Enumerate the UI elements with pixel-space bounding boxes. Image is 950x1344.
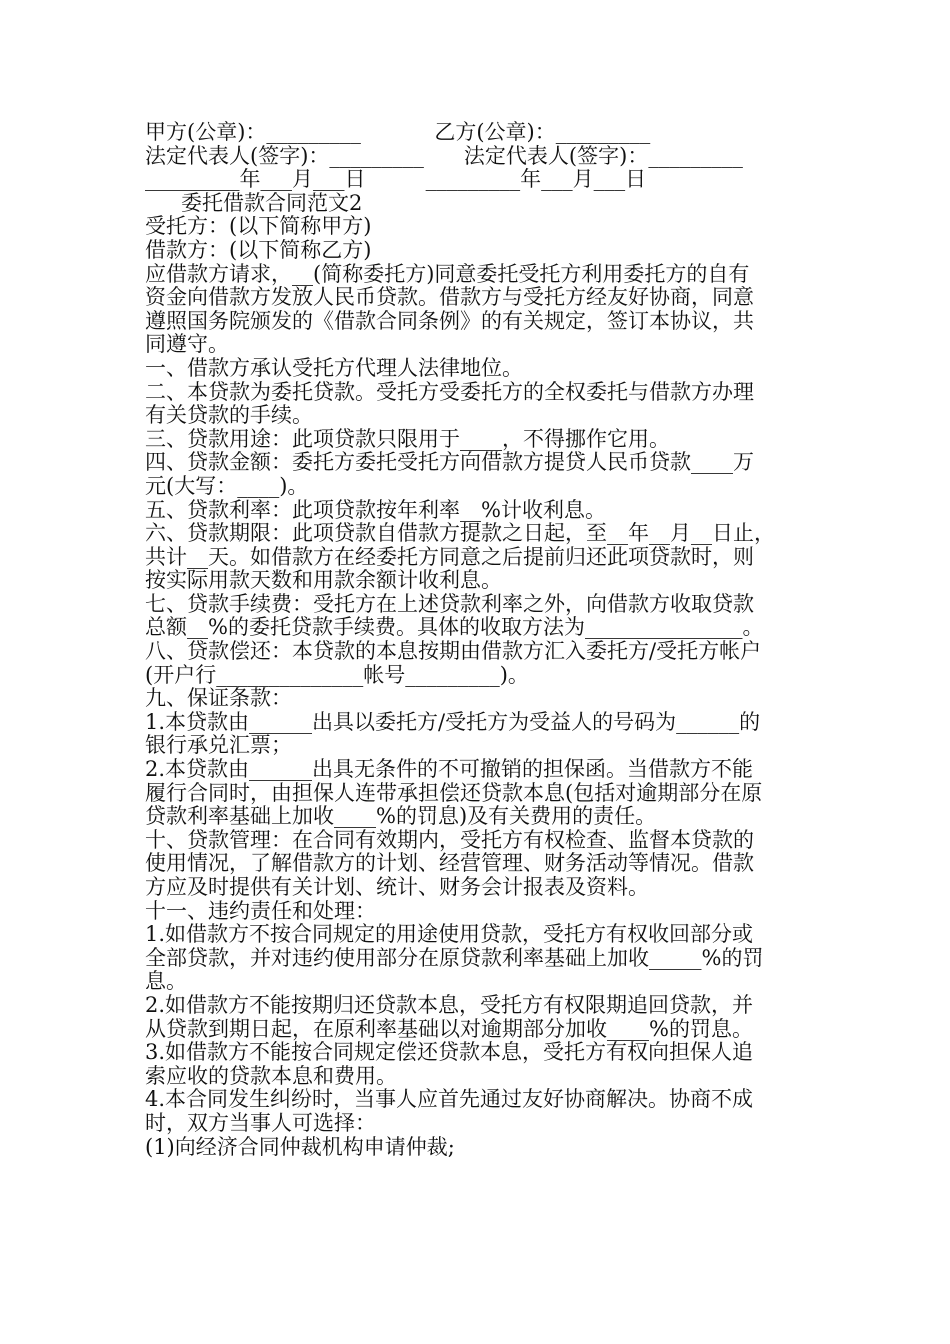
- contract-line: 四、贷款金额：委托方委托受托方向借款方提贷人民币贷款____万: [145, 450, 754, 475]
- contract-line: 履行合同时，由担保人连带承担偿还贷款本息(包括对逾期部分在原: [145, 780, 763, 805]
- signature-row-representatives: 法定代表人(签字)：_________ 法定代表人(签字)：_________: [145, 143, 743, 168]
- signature-row-seals: 甲方(公章)：_________ 乙方(公章)：_________: [145, 120, 651, 144]
- contract-line: 借款方：(以下简称乙方): [145, 237, 372, 262]
- contract-line: 时，双方当事人可选择：: [145, 1110, 376, 1135]
- document-body: [145, 121, 810, 1159]
- contract-line: 元(大写：____)。: [145, 473, 309, 498]
- contract-line: 按实际用款天数和用款余额计收利息。: [145, 568, 502, 593]
- contract-line: 十、贷款管理：在合同有效期内，受托方有权检查、监督本贷款的: [145, 827, 754, 852]
- contract-line: 共计__天。如借款方在经委托方同意之后提前归还此项贷款时，则: [145, 544, 754, 569]
- document-title: 委托借款合同范文2: [181, 190, 363, 215]
- contract-line: 资金向借款方发放人民币贷款。借款方与受托方经友好协商，同意: [145, 285, 754, 310]
- contract-line: 银行承兑汇票；: [145, 733, 292, 758]
- contract-line: 贷款利率基础上加收____%的罚息)及有关费用的责任。: [145, 804, 657, 829]
- contract-line: 三、贷款用途：此项贷款只限用于____，不得挪作它用。: [145, 426, 670, 451]
- contract-line: 总额__%的委托贷款手续费。具体的收取方法为_______________。: [145, 615, 764, 640]
- contract-line: 五、贷款利率：此项贷款按年利率__%计收利息。: [145, 497, 606, 522]
- contract-line: 有关贷款的手续。: [145, 403, 313, 428]
- contract-line: 一、借款方承认受托方代理人法律地位。: [145, 355, 523, 380]
- contract-line: 3.如借款方不能按合同规定偿还贷款本息，受托方有权向担保人追: [145, 1040, 754, 1065]
- contract-line: 六、贷款期限：此项贷款自借款方提款之日起，至__年__月__日止，: [145, 521, 775, 546]
- contract-line: 从贷款到期日起，在原利率基础以对逾期部分加收____%的罚息。: [145, 1016, 753, 1041]
- contract-line: 遵照国务院颁发的《借款合同条例》的有关规定，签订本协议，共: [145, 308, 754, 333]
- contract-line: 十一、违约责任和处理：: [145, 898, 376, 923]
- contract-line: 方应及时提供有关计划、统计、财务会计报表及资料。: [145, 875, 649, 899]
- contract-line: 4.本合同发生纠纷时，当事人应首先通过友好协商解决。协商不成: [145, 1087, 754, 1112]
- contract-line: 同遵守。: [145, 332, 229, 357]
- contract-line: 2.如借款方不能按期归还贷款本息，受托方有权限期追回贷款，并: [145, 992, 754, 1017]
- contract-line: 九、保证条款：: [145, 686, 292, 711]
- contract-line: (1)向经济合同仲裁机构申请仲裁;: [145, 1134, 455, 1159]
- signature-row-dates: _________年___月___日 _________年___月___日: [145, 167, 647, 192]
- contract-line: 受托方：(以下简称甲方): [145, 214, 372, 239]
- contract-line: 全部贷款，并对违约使用部分在原贷款利率基础上加收_____%的罚: [145, 945, 764, 970]
- contract-text: [145, 215, 810, 1159]
- contract-line: 二、本贷款为委托贷款。受托方受委托方的全权委托与借款方办理: [145, 379, 754, 404]
- contract-line: 应借款方请求，__(简称委托方)同意委托受托方利用委托方的自有: [145, 261, 750, 286]
- contract-line: 八、贷款偿还：本贷款的本息按期由借款方汇入委托方/受托方帐户: [145, 639, 762, 664]
- contract-line: 七、贷款手续费：受托方在上述贷款利率之外，向借款方收取贷款: [145, 591, 754, 616]
- contract-line: 索应收的贷款本息和费用。: [145, 1063, 397, 1088]
- contract-line: 1.如借款方不按合同规定的用途使用贷款，受托方有权收回部分或: [145, 922, 754, 947]
- contract-line: 使用情况，了解借款方的计划、经营管理、财务活动等情况。借款: [145, 851, 754, 876]
- contract-line: (开户行______________帐号_________)。: [145, 662, 529, 687]
- contract-line: 1.本贷款由______出具以委托方/受托方为受益人的号码为______的: [145, 709, 761, 734]
- contract-line: 2.本贷款由______出具无条件的不可撤销的担保函。当借款方不能: [145, 757, 754, 782]
- contract-line: 息。: [145, 969, 187, 994]
